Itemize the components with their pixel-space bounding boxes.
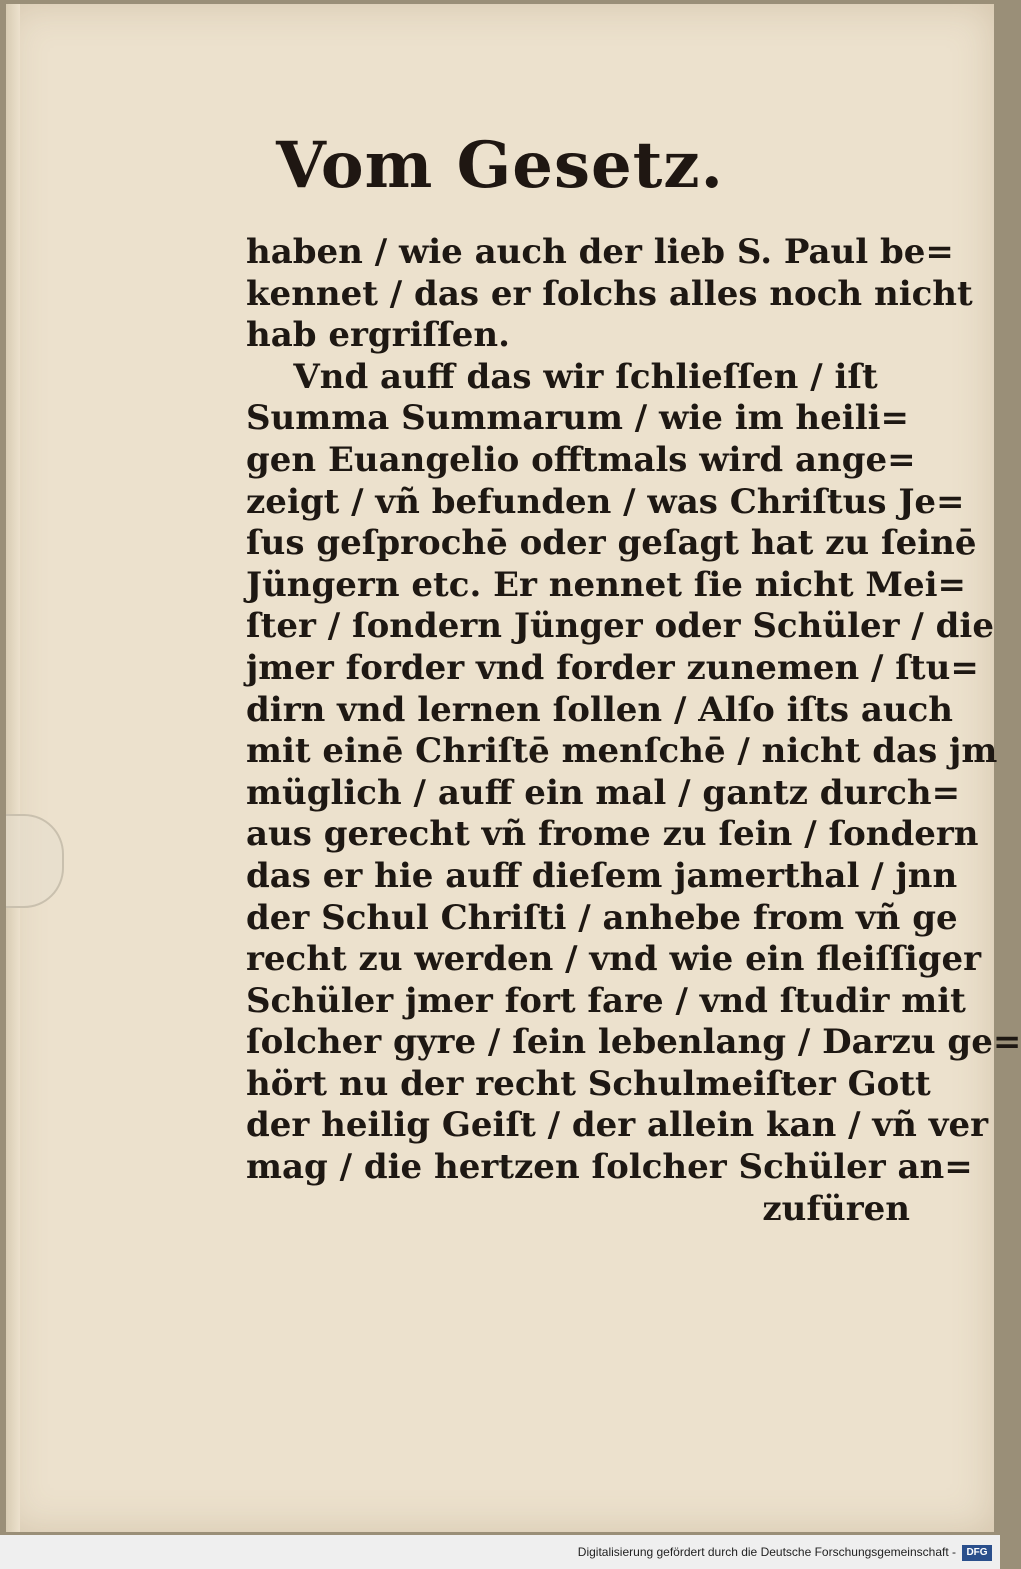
- text-line: ſolcher gyre / ſein lebenlang / Darzu ge=: [246, 1022, 1021, 1063]
- dfg-logo: DFG: [962, 1545, 992, 1561]
- text-line: der Schul Chriſti / anhebe from vñ ge: [246, 897, 958, 938]
- text-line: aus gerecht vñ frome zu ſein / ſondern: [246, 814, 979, 855]
- text-line: haben / wie auch der lieb S. Paul be=: [246, 232, 954, 272]
- text-line: kennet / das er ſolchs alles noch nicht: [246, 273, 973, 314]
- text-line: Schüler jmer fort fare / vnd ſtudir mit: [246, 980, 966, 1021]
- text-line: recht zu werden / vnd wie ein fleiſſiger: [246, 939, 982, 980]
- text-line: mag / die hertzen ſolcher Schüler an=: [246, 1147, 973, 1188]
- text-line: das er hie auff dieſem jamerthal / jnn: [246, 855, 958, 896]
- text-line: jmer forder vnd forder zunemen / ſtu=: [246, 647, 979, 688]
- text-line: Jüngern etc. Er nennet ſie nicht Mei=: [246, 564, 967, 605]
- text-line: ſter / ſondern Jünger oder Schüler / die: [246, 606, 994, 647]
- footer-bar: [0, 1535, 1000, 1569]
- digitization-credit: Digitalisierung gefördert durch die Deutsche Forschungsgemeinschaft -: [577, 1545, 956, 1559]
- text-line: der heilig Geiſt / der allein kan / vñ ver: [246, 1105, 989, 1146]
- text-line: Summa Summarum / wie im heili=: [246, 398, 910, 439]
- body-text: [246, 232, 1021, 1230]
- page-heading: Vom Gesetz.: [276, 128, 724, 203]
- text-line: mit einē Chriſtē menſchē / nicht das jm: [246, 731, 998, 772]
- text-line: dirn vnd lernen ſollen / Alſo iſts auch: [246, 689, 954, 730]
- text-line: müglich / auff ein mal / gantz durch=: [246, 772, 961, 813]
- catchword: zufüren: [762, 1188, 910, 1229]
- page-clip: [6, 814, 64, 908]
- page-edge: [6, 4, 20, 1532]
- text-line: zeigt / vñ befunden / was Chriſtus Je=: [246, 481, 965, 522]
- text-line: hab ergriſſen.: [246, 315, 510, 356]
- text-line: ſus geſprochē oder geſagt hat zu ſeinē: [246, 523, 977, 564]
- text-line: hört nu der recht Schulmeiſter Gott: [246, 1063, 931, 1104]
- text-line: gen Euangelio offtmals wird ange=: [246, 439, 916, 480]
- text-line: Vnd auff das wir ſchlieſſen / iſt: [246, 356, 878, 397]
